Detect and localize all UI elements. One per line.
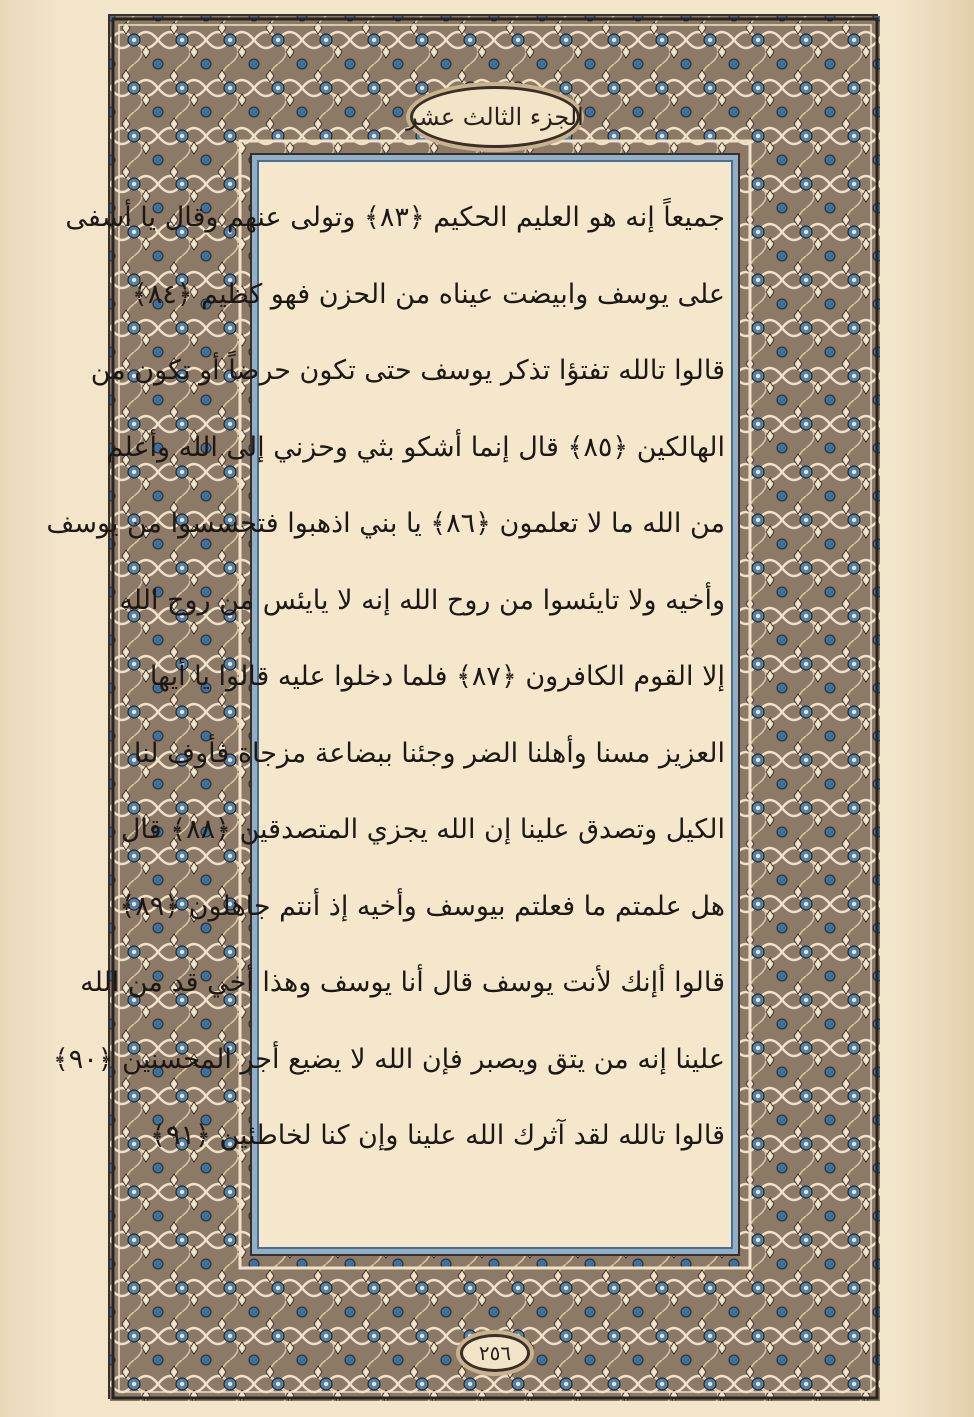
line-text: قالوا تالله تفتؤا تذكر يوسف حتى تكون حرضاً أو تكون من (90, 355, 725, 386)
text-line (46, 486, 725, 563)
text-line (150, 1098, 725, 1175)
page-number: ٢٥٦ (478, 1341, 512, 1365)
text-body (46, 160, 733, 1249)
text-panel (46, 153, 740, 1256)
line-text: العزيز مسنا وأهلنا الضر وجئنا ببضاعة مزجاة فأوف لنا (133, 737, 725, 769)
text-line (65, 180, 725, 257)
page-number-cartouche (460, 1334, 530, 1372)
line-text: إلا القوم الكافرون ﴿٨٧﴾ فلما دخلوا عليه قالوا يا أيها (149, 661, 725, 692)
line-text: قالوا تالله لقد آثرك الله علينا وإن كنا لخاطئين ﴿٩١﴾ (150, 1120, 725, 1151)
line-text: علينا إنه من يتق ويصبر فإن الله لا يضيع أجر المحسنين ﴿٩٠﴾ (52, 1043, 725, 1075)
text-line (106, 410, 725, 487)
text-line (131, 257, 725, 334)
line-text: هل علمتم ما فعلتم بيوسف وأخيه إذ أنتم جاهلون ﴿٨٩﴾ (119, 890, 725, 922)
text-line (119, 869, 725, 946)
text-line (120, 792, 725, 869)
juz-title: الجزء الثالث عشر (406, 103, 584, 131)
text-line (80, 945, 725, 1022)
text-line (119, 563, 725, 640)
text-line (52, 1022, 725, 1099)
text-line (149, 639, 725, 716)
line-text: الهالكين ﴿٨٥﴾ قال إنما أشكو بثي وحزني إلى الله وأعلم (106, 431, 725, 463)
text-line (90, 333, 725, 410)
line-text: قالوا أإنك لأنت يوسف قال أنا يوسف وهذا أخي قد من الله (80, 967, 725, 998)
juz-header-cartouche (406, 86, 584, 148)
line-text: من الله ما لا تعلمون ﴿٨٦﴾ يا بني اذهبوا فتحسسوا من يوسف (46, 508, 725, 539)
line-text: على يوسف وابيضت عيناه من الحزن فهو كظيم ﴿٨٤﴾ (131, 278, 725, 310)
line-text: الكيل وتصدق علينا إن الله يجزي المتصدقين ﴿٨٨﴾ قال (120, 814, 725, 845)
text-line (133, 716, 725, 793)
line-text: جميعاً إنه هو العليم الحكيم ﴿٨٣﴾ وتولى عنهم وقال يا أسفى (65, 202, 725, 233)
line-text: وأخيه ولا تايئسوا من روح الله إنه لا يايئس من روح الله (119, 584, 725, 616)
illuminated-border (46, 14, 878, 1399)
